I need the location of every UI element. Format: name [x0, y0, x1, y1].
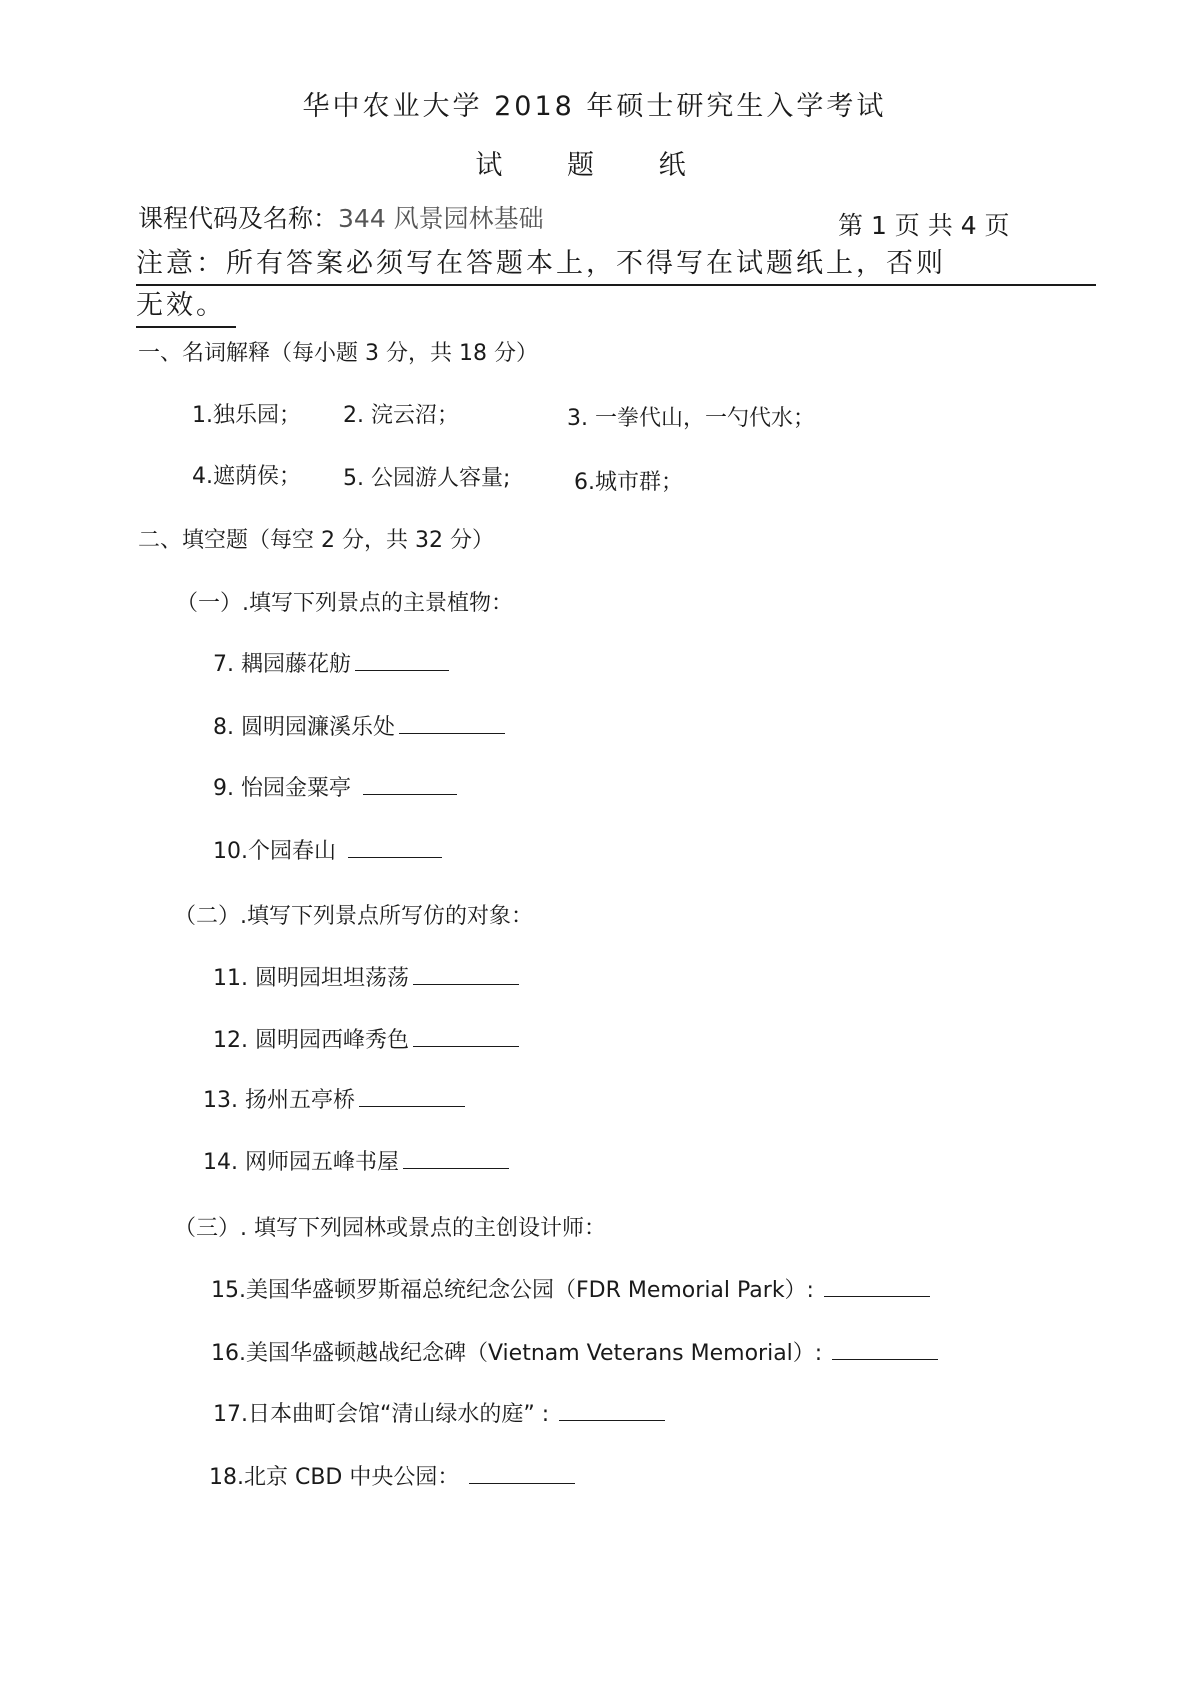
fill-item: 7. 耦园藤花舫	[213, 647, 449, 678]
fill-item: 8. 圆明园濂溪乐处	[213, 710, 505, 741]
subsection3-heading: （三）. 填写下列园林或景点的主创设计师：	[174, 1216, 606, 1241]
notice	[136, 244, 1096, 328]
fill-item: 9. 怡园金粟亭	[213, 771, 457, 802]
answer-blank	[403, 1148, 509, 1169]
answer-blank	[359, 1086, 465, 1107]
fill-item: 13. 扬州五亭桥	[203, 1083, 465, 1114]
answer-blank	[824, 1276, 930, 1297]
term-item: 2. 浣云沼；	[343, 403, 459, 428]
fill-item: 10.个园春山	[213, 834, 442, 865]
fill-item: 14. 网师园五峰书屋	[203, 1145, 509, 1176]
answer-blank	[469, 1463, 575, 1484]
exam-subtitle: 试 题 纸	[475, 150, 714, 181]
course-name: 344 风景园林基础	[338, 204, 544, 233]
term-item: 1.独乐园；	[192, 403, 301, 428]
term-item: 3. 一拳代山，一勺代水；	[567, 406, 815, 431]
answer-blank	[399, 713, 505, 734]
notice-line-1: 注意：所有答案必须写在答题本上，不得写在试题纸上，否则	[136, 244, 1096, 286]
fill-item: 16.美国华盛顿越战纪念碑（Vietnam Veterans Memorial）:	[211, 1336, 938, 1367]
answer-blank	[413, 964, 519, 985]
fill-item: 17.日本曲町会馆“清山绿水的庭” :	[213, 1397, 665, 1428]
term-item: 5. 公园游人容量;	[343, 466, 511, 491]
answer-blank	[413, 1026, 519, 1047]
fill-item: 11. 圆明园坦坦荡荡	[213, 961, 519, 992]
answer-blank	[348, 837, 442, 858]
page-info: 第 1 页 共 4 页	[838, 211, 1010, 240]
term-item: 6.城市群；	[574, 470, 683, 495]
course-line	[138, 199, 544, 235]
fill-item: 12. 圆明园西峰秀色	[213, 1023, 519, 1054]
answer-blank	[559, 1400, 665, 1421]
course-label: 课程代码及名称：	[138, 204, 339, 233]
term-item: 4.遮荫侯；	[192, 464, 301, 489]
subsection1-heading: （一）.填写下列景点的主景植物：	[176, 591, 513, 616]
section1-heading: 一、名词解释（每小题 3 分，共 18 分）	[138, 341, 538, 366]
fill-item: 18.北京 CBD 中央公园：	[209, 1460, 575, 1491]
answer-blank	[363, 774, 457, 795]
answer-blank	[355, 650, 449, 671]
subsection2-heading: （二）.填写下列景点所写仿的对象：	[174, 904, 533, 929]
answer-blank	[832, 1339, 938, 1360]
exam-title: 华中农业大学 2018 年硕士研究生入学考试	[302, 91, 887, 122]
section2-heading: 二、填空题（每空 2 分，共 32 分）	[138, 528, 494, 553]
fill-item: 15.美国华盛顿罗斯福总统纪念公园（FDR Memorial Park）:	[211, 1273, 930, 1304]
notice-line-2: 无效。	[136, 286, 236, 328]
